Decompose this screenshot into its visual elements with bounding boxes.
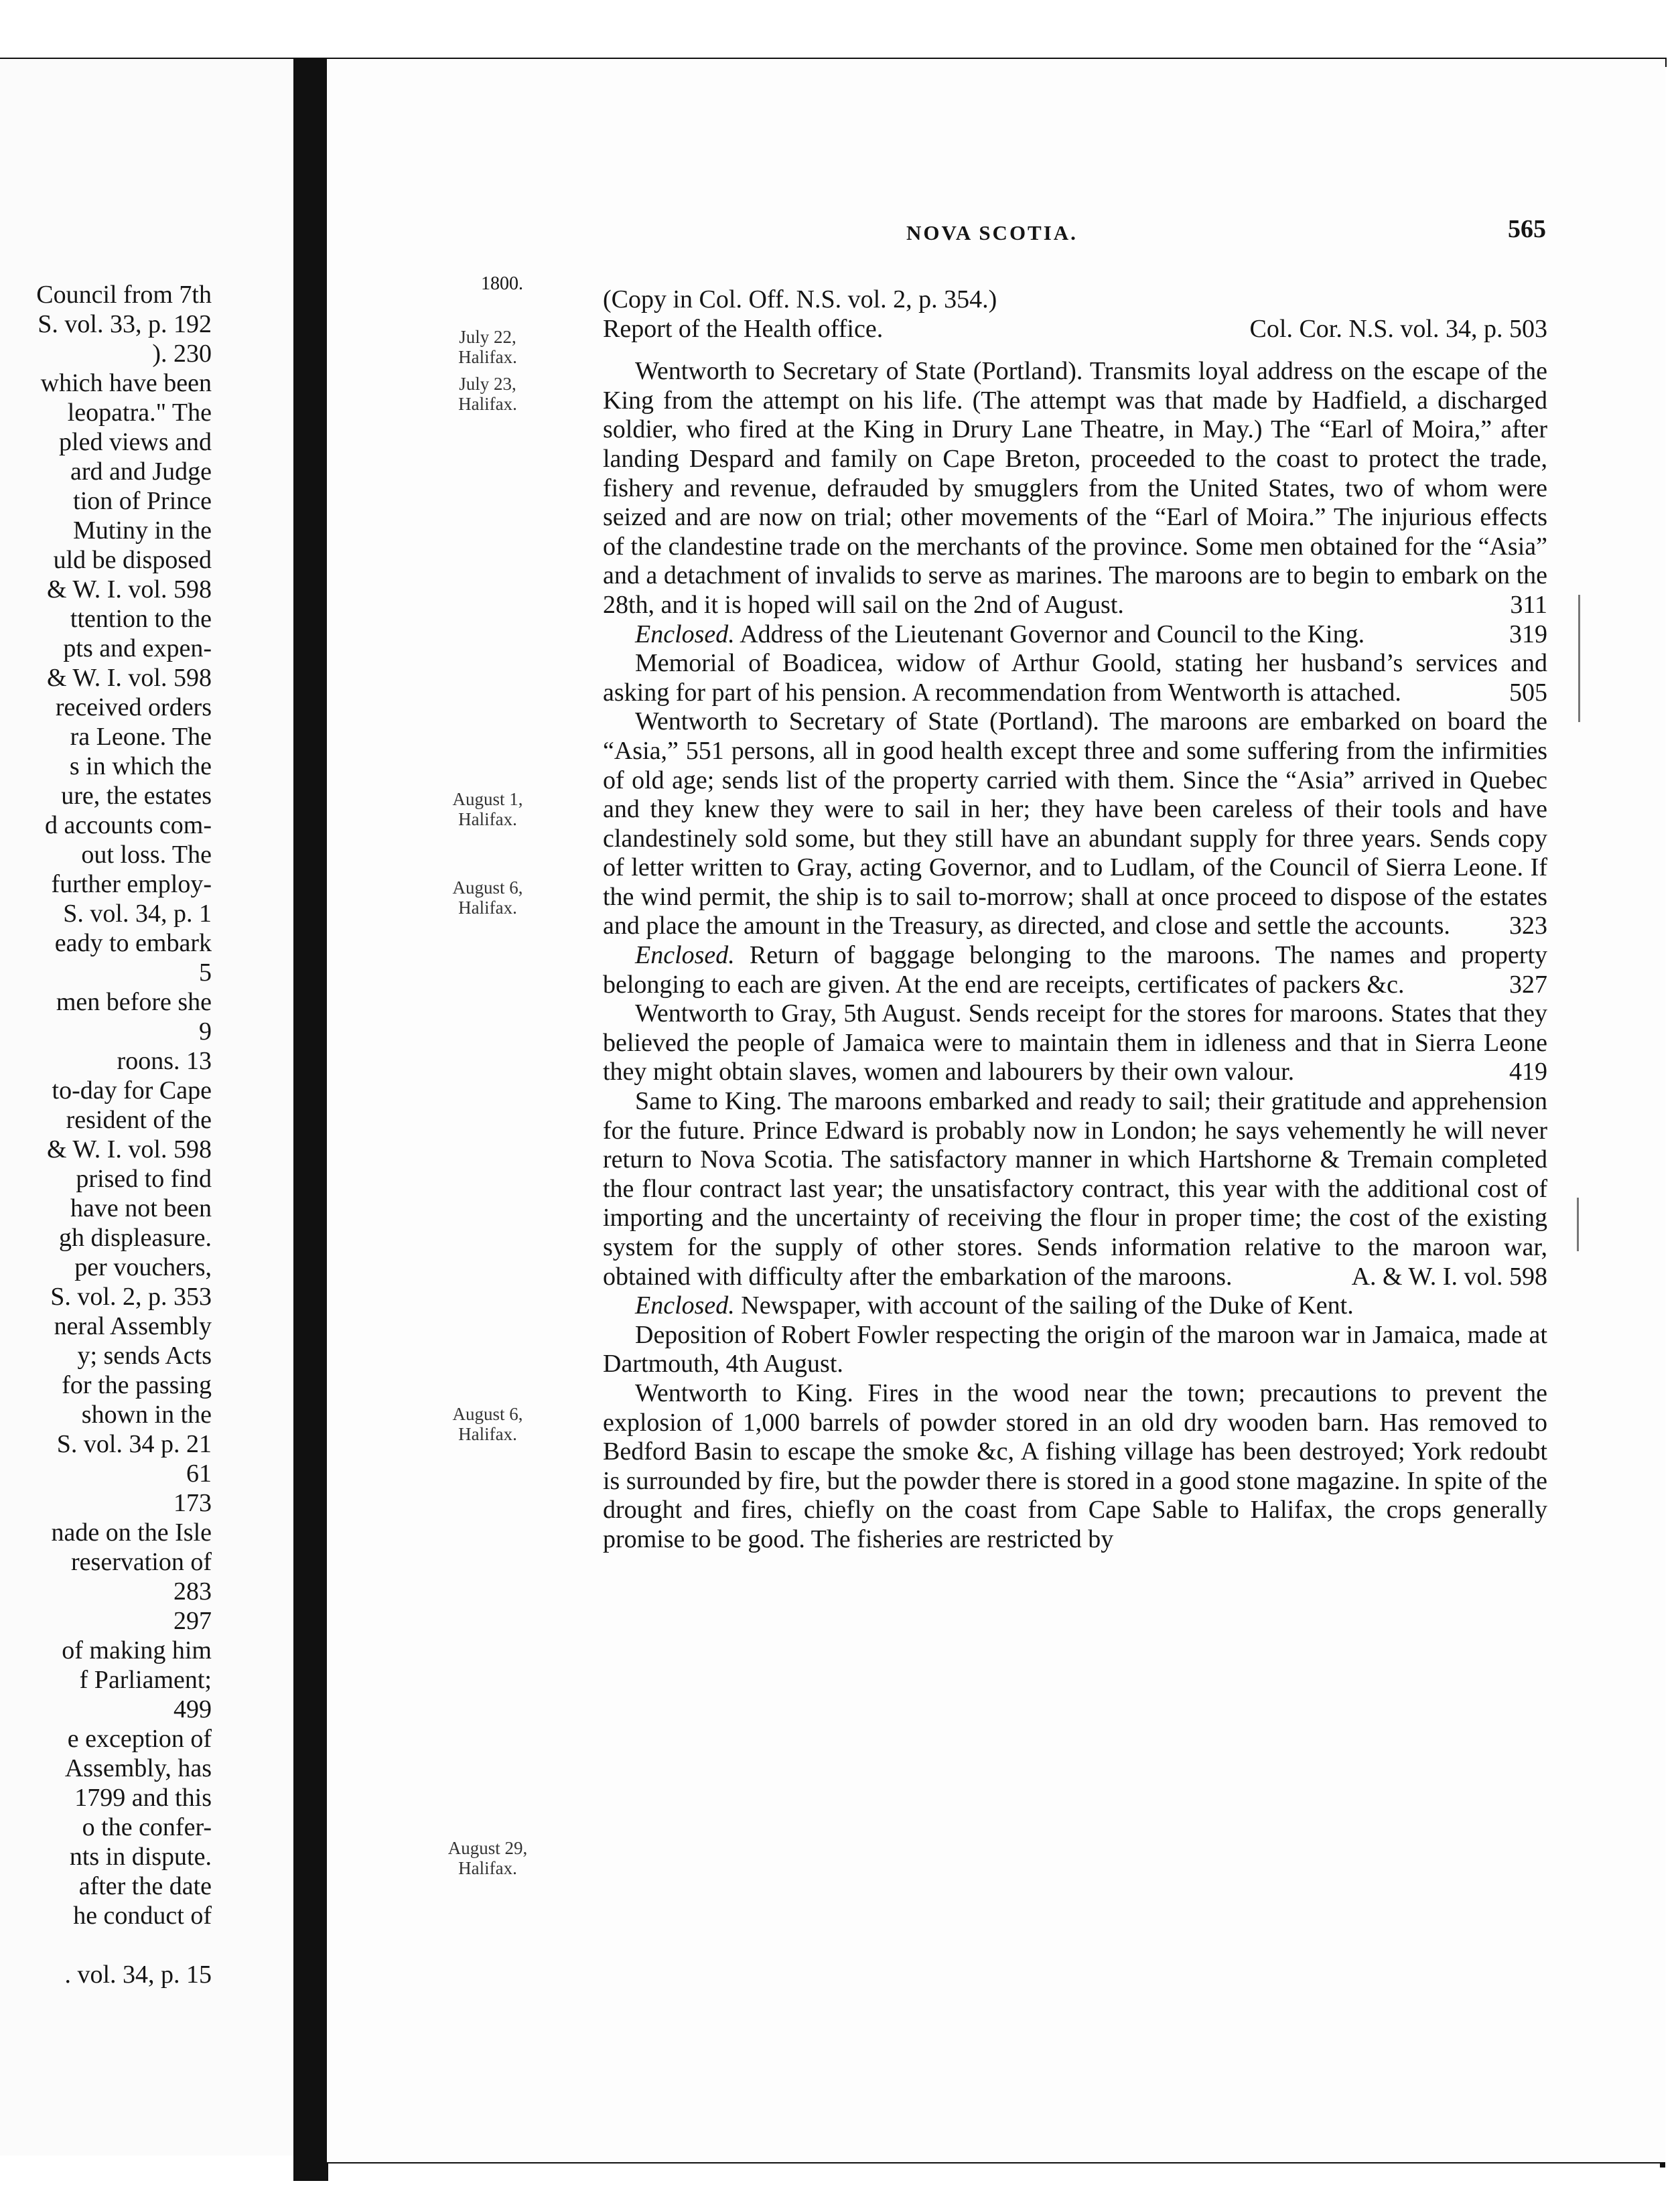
left-line: uld be disposed: [53, 546, 212, 574]
left-line: ra Leone. The: [70, 723, 212, 751]
entry-august-6-portland: [603, 707, 1547, 941]
left-line: Council from 7th: [36, 281, 212, 309]
folio-number: 505: [1509, 678, 1547, 707]
left-line: s in which the: [69, 752, 212, 780]
left-line: to-day for Cape: [52, 1076, 212, 1105]
left-line: ). 230: [152, 340, 212, 368]
entry-august-6-king: [603, 1087, 1547, 1291]
enclosure-text: Address of the Lieutenant Governor and Council to the King.: [740, 620, 1365, 648]
right-page: [327, 59, 1665, 2162]
left-line: o the confer-: [82, 1813, 212, 1841]
running-head: NOVA SCOTIA.: [906, 221, 1078, 244]
margin-date-day: August 29,: [447, 1838, 528, 1858]
margin-date-day: August 6,: [452, 1404, 523, 1424]
left-line: pled views and: [59, 428, 212, 456]
left-line: 283: [173, 1577, 212, 1606]
left-line: ure, the estates: [61, 782, 212, 810]
margin-date: [421, 789, 555, 829]
scan-scratch: [1577, 1198, 1579, 1251]
margin-date: [421, 374, 555, 414]
left-line: pts and expen-: [63, 634, 212, 662]
entry-august-1: [603, 649, 1547, 707]
left-line: S. vol. 34, p. 1: [63, 900, 212, 928]
left-line: S. vol. 33, p. 192: [38, 310, 212, 338]
margin-date-place: Halifax.: [458, 394, 517, 414]
health-report-text: Report of the Health office.: [603, 314, 884, 343]
volume-reference: A. & W. I. vol. 598: [1351, 1262, 1547, 1291]
enclosed-label: Enclosed.: [635, 941, 735, 970]
left-line: tion of Prince: [73, 487, 212, 515]
left-line: per vouchers,: [74, 1253, 212, 1281]
margin-date-day: August 1,: [452, 789, 523, 809]
entry-text: Deposition of Robert Fowler respecting the origin of the maroon war in Jamaica, made at Dartmouth, 4th August.: [603, 1320, 1547, 1378]
left-line: shown in the: [81, 1401, 212, 1429]
left-line: y; sends Acts: [77, 1342, 212, 1370]
margin-date-place: Halifax.: [458, 347, 517, 367]
entry-july-23: [603, 357, 1547, 620]
left-line: S. vol. 2, p. 353: [50, 1283, 212, 1311]
left-line: for the passing: [62, 1371, 212, 1399]
page-header: [327, 208, 1546, 248]
left-line: resident of the: [66, 1106, 212, 1134]
enclosed-label: Enclosed.: [635, 620, 735, 648]
left-line: & W. I. vol. 598: [47, 575, 212, 604]
scan-scratch: [1578, 595, 1580, 722]
left-line: nts in dispute.: [69, 1843, 212, 1871]
entry-text: Memorial of Boadicea, widow of Arthur Goold, stating her husband’s services and asking for part of his pension. A recommendation from Wentworth is attached.: [603, 649, 1547, 707]
enclosure-july-23: [603, 620, 1547, 650]
left-line: & W. I. vol. 598: [47, 1135, 212, 1163]
left-line: of making him: [62, 1636, 212, 1664]
left-line: 1799 and this: [74, 1784, 212, 1812]
left-line: received orders: [55, 693, 212, 721]
margin-date-place: Halifax.: [458, 1424, 517, 1444]
left-line: he conduct of: [73, 1902, 212, 1930]
left-line: neral Assembly: [54, 1312, 212, 1340]
left-line: reservation of: [71, 1548, 212, 1576]
margin-date: [421, 877, 555, 918]
left-line: further employ-: [51, 870, 212, 898]
entry-deposition: [603, 1321, 1547, 1379]
enclosure-newspaper: [603, 1291, 1547, 1321]
margin-date: [421, 1838, 555, 1878]
year-marginal: 1800.: [481, 273, 523, 294]
copy-note: (Copy in Col. Off. N.S. vol. 2, p. 354.): [603, 285, 997, 313]
margin-date: [421, 1404, 555, 1444]
margin-date: [421, 327, 555, 367]
folio-number: 327: [1509, 970, 1547, 999]
entry-text: Same to King. The maroons embarked and ready to sail; their gratitude and apprehension for the future. Prince Edward is probably now in London; he says vehemently he will never return to Nova Scotia. The satisfactory manner in which Hartshorne & Tremain completed the flour contract last year; the unsatisfactory contract, this year with the additional cost of importing and the uncertainty of receiving the flour in proper time; the cost of the existing system for the supply of other stores. Sends information relative to the maroon war, obtained with difficulty after the embarkation of the maroons.: [603, 1087, 1547, 1291]
margin-date-day: August 6,: [452, 877, 523, 898]
left-line: 9: [199, 1017, 212, 1046]
margin-date-place: Halifax.: [458, 809, 517, 829]
left-page-fragment: [0, 59, 293, 2155]
health-report-entry: [603, 315, 1547, 344]
folio-number: 319: [1509, 620, 1547, 648]
left-line: leopatra." The: [67, 399, 212, 427]
entry-text: Wentworth to Secretary of State (Portland). Transmits loyal address on the escape of the King from the attempt on his life. (The attempt was that made by Hadfield, a discharged soldier, who fired at the King in Drury Lane Theatre, in May.) The “Earl of Moira,” after landing Despard and family on Cape Breton, proceeded to the coast to protect the trade, fishery and revenue, defrauded by smugglers from the United States, two of whom were seized and are now on trial; other movements of the “Earl of Moira.” The injurious effects of the clandestine trade on the merchants of the province. Some men obtained for the “Asia” and a detachment of invalids to serve as marines. The maroons are to begin to embark on the 28th, and it is hoped will sail on the 2nd of August.: [603, 357, 1547, 619]
left-line: 297: [173, 1607, 212, 1635]
margin-date-day: July 23,: [459, 374, 516, 394]
left-line: ttention to the: [70, 605, 212, 633]
left-line: 5: [199, 959, 212, 987]
left-line: Assembly, has: [64, 1754, 212, 1782]
left-line: S. vol. 34 p. 21: [56, 1430, 212, 1458]
left-line: d accounts com-: [44, 811, 212, 839]
left-line: nade on the Isle: [51, 1518, 212, 1547]
left-line: f Parliament;: [79, 1666, 212, 1694]
left-line: men before she: [56, 988, 212, 1016]
enclosure-text: Return of baggage belonging to the maroons. The names and property belonging to each are given. At the end are receipts, certificates of packers &c.: [603, 941, 1548, 999]
enclosed-label: Enclosed.: [635, 1291, 735, 1320]
health-report-reference: Col. Cor. N.S. vol. 34, p. 503: [1249, 314, 1547, 343]
left-line: 61: [186, 1460, 212, 1488]
entry-text: Wentworth to King. Fires in the wood near the town; precautions to prevent the explosion of 1,000 barrels of powder stored in an old dry wooden barn. Has removed to Bedford Basin to escape the smoke &c, A fishing village has been destroyed; York redoubt is surrounded by fire, but the powder there is stored in a good stone magazine. In spite of the drought and fires, chiefly on the coast from Cape Sable to Halifax, the crops generally promise to be good. The fisheries are restricted by: [603, 1378, 1547, 1553]
left-line: after the date: [78, 1872, 212, 1900]
left-line: & W. I. vol. 598: [47, 664, 212, 692]
left-line: Mutiny in the: [73, 516, 212, 545]
entry-text: Wentworth to Secretary of State (Portland). The maroons are embarked on board the “Asia,” 551 persons, all in good health except three and some suffering from the infirmities of old age; sends list of the property carried with them. Since the “Asia” arrived in Quebec and they knew they were to sail in her; they have been careless of their tools and have clandestinely sold some, but they still have an abundant supply for three years. Sends copy of letter written to Gray, acting Governor, and to Ludlam, of the Council of Sierra Leone. If the wind permit, the ship is to sail to-morrow; shall at once proceed to dispose of the estates and place the amount in the Treasury, as directed, and close and settle the accounts.: [603, 707, 1547, 940]
left-line: . vol. 34, p. 15: [64, 1961, 212, 1989]
left-line: eady to embark: [54, 929, 212, 957]
left-line: gh displeasure.: [59, 1224, 212, 1252]
folio-number: 419: [1509, 1058, 1547, 1086]
entry-text: Wentworth to Gray, 5th August. Sends receipt for the stores for maroons. States that they believed the people of Jamaica were to maintain them in idleness and that in Sierra Leone they might obtain slaves, women and labourers by their own valour.: [603, 999, 1547, 1086]
left-line: have not been: [70, 1194, 212, 1222]
margin-date-day: July 22,: [459, 327, 516, 347]
folio-number: 311: [1510, 590, 1547, 619]
entry-gray: [603, 999, 1547, 1087]
left-line: roons. 13: [117, 1047, 212, 1075]
left-line: out loss. The: [81, 841, 212, 869]
left-line: 173: [173, 1489, 212, 1517]
left-line: ard and Judge: [70, 457, 212, 486]
calendar-entries: [603, 285, 1547, 1555]
left-line: 499: [173, 1695, 212, 1723]
left-line: e exception of: [67, 1725, 212, 1753]
margin-date-place: Halifax.: [458, 1858, 517, 1878]
enclosure-august-6: [603, 941, 1547, 999]
left-line: which have been: [40, 369, 212, 397]
margin-date-place: Halifax.: [458, 898, 517, 918]
left-line: prised to find: [76, 1165, 212, 1193]
enclosure-text: Newspaper, with account of the sailing of the Duke of Kent.: [741, 1291, 1354, 1320]
folio-number: 323: [1509, 912, 1547, 940]
page-number: 565: [1508, 215, 1546, 243]
gutter-shadow: [293, 58, 328, 2181]
entry-august-29: [603, 1379, 1547, 1555]
